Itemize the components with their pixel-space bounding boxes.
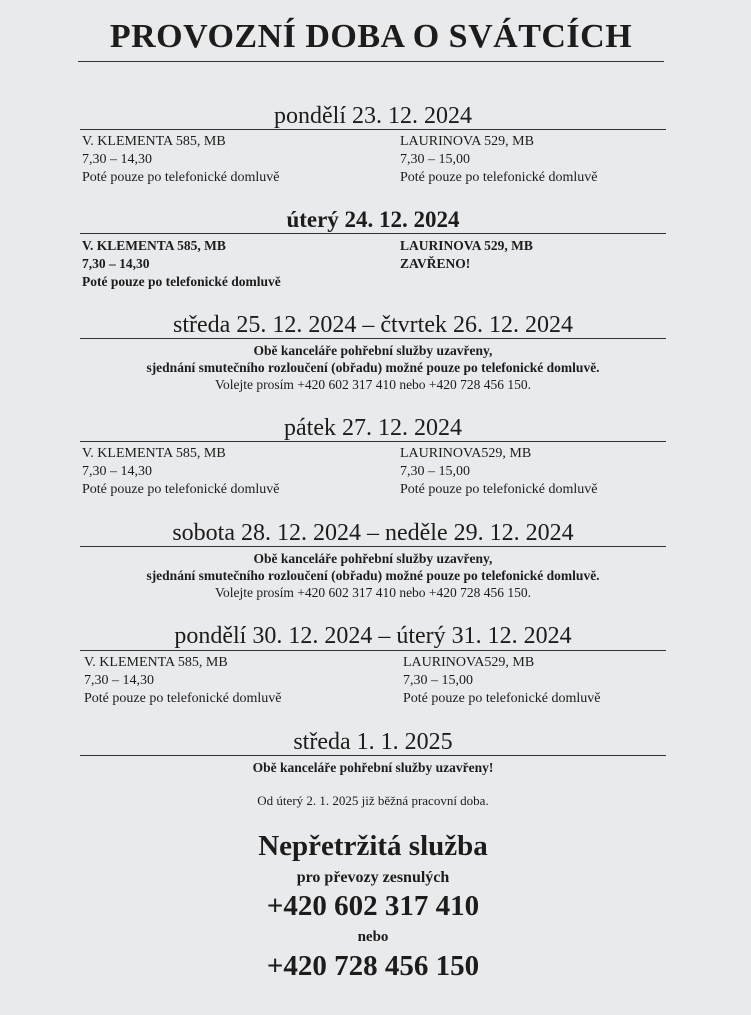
branch-hours: 7,30 – 14,30 (82, 464, 152, 479)
service-title: Nepřetržitá služba (258, 830, 488, 862)
closed-notice (80, 342, 666, 393)
branch-hours: 7,30 – 14,30 (84, 673, 154, 688)
branch-klementa (84, 654, 282, 708)
branch-address: LAURINOVA529, MB (400, 446, 532, 461)
branch-note: Poté pouze po telefonické domluvě (82, 274, 281, 289)
branch-hours: 7,30 – 14,30 (82, 256, 150, 271)
notice-line: Obě kanceláře pohřební služby uzavřeny! (252, 760, 494, 775)
closed-notice (80, 550, 666, 601)
section-heading: středa 25. 12. 2024 – čtvrtek 26. 12. 2024 (173, 312, 573, 338)
page-title: PROVOZNÍ DOBA O SVÁTCÍCH (109, 18, 633, 55)
closed-notice (80, 759, 666, 776)
branch-laurinova (400, 445, 598, 499)
branch-address: V. KLEMENTA 585, MB (82, 238, 226, 253)
branch-address: V. KLEMENTA 585, MB (82, 134, 226, 149)
branch-address: LAURINOVA 529, MB (400, 238, 533, 253)
branch-note: Poté pouze po telefonické domluvě (84, 691, 282, 706)
branch-note: Poté pouze po telefonické domluvě (400, 482, 598, 497)
section-divider (80, 233, 666, 234)
branch-hours: 7,30 – 15,00 (400, 152, 470, 167)
branch-hours: 7,30 – 14,30 (82, 152, 152, 167)
branch-laurinova (400, 133, 598, 187)
branch-note: Poté pouze po telefonické domluvě (82, 170, 280, 185)
notice-line: sjednání smutečního rozloučení (obřadu) možné pouze po telefonické domluvě. (146, 568, 600, 583)
section-heading: úterý 24. 12. 2024 (286, 207, 460, 232)
section-heading: středa 1. 1. 2025 (293, 729, 453, 755)
section-heading: sobota 28. 12. 2024 – neděle 29. 12. 2024 (172, 520, 574, 546)
section-divider (80, 755, 666, 756)
section-heading: pondělí 30. 12. 2024 – úterý 31. 12. 2024 (174, 623, 572, 649)
notice-line: Obě kanceláře pohřební služby uzavřeny, (253, 343, 493, 358)
branch-klementa (82, 445, 280, 499)
section-divider (80, 546, 666, 547)
service-or: nebo (357, 929, 389, 945)
branch-address: LAURINOVA 529, MB (400, 134, 534, 149)
branch-laurinova (403, 654, 601, 708)
service-subtitle: pro převozy zesnulých (296, 869, 450, 886)
branch-hours: 7,30 – 15,00 (400, 464, 470, 479)
branch-note: Poté pouze po telefonické domluvě (82, 482, 280, 497)
section-divider (80, 129, 666, 130)
regular-hours-note: Od úterý 2. 1. 2025 již běžná pracovní doba. (257, 793, 489, 808)
branch-klementa (82, 237, 281, 291)
branch-laurinova (400, 237, 533, 273)
section-heading: pátek 27. 12. 2024 (284, 415, 462, 441)
branch-hours: 7,30 – 15,00 (403, 673, 473, 688)
branch-address: V. KLEMENTA 585, MB (82, 446, 226, 461)
section-divider (80, 441, 666, 442)
branch-address: LAURINOVA529, MB (403, 655, 535, 670)
branch-klementa (82, 133, 280, 187)
notice-line: Obě kanceláře pohřební služby uzavřeny, (253, 551, 493, 566)
notice-phone-line: Volejte prosím +420 602 317 410 nebo +420 728 456 150. (214, 377, 532, 392)
title-divider (78, 61, 664, 62)
service-phone-1: +420 602 317 410 (266, 890, 480, 922)
branch-note: Poté pouze po telefonické domluvě (403, 691, 601, 706)
section-heading: pondělí 23. 12. 2024 (274, 103, 472, 129)
section-divider (80, 650, 666, 651)
service-phone-2: +420 728 456 150 (266, 950, 480, 982)
notice-phone-line: Volejte prosím +420 602 317 410 nebo +420 728 456 150. (214, 585, 532, 600)
section-divider (80, 338, 666, 339)
branch-address: V. KLEMENTA 585, MB (84, 655, 228, 670)
branch-status: ZAVŘENO! (400, 256, 471, 271)
branch-note: Poté pouze po telefonické domluvě (400, 170, 598, 185)
notice-line: sjednání smutečního rozloučení (obřadu) možné pouze po telefonické domluvě. (146, 360, 600, 375)
